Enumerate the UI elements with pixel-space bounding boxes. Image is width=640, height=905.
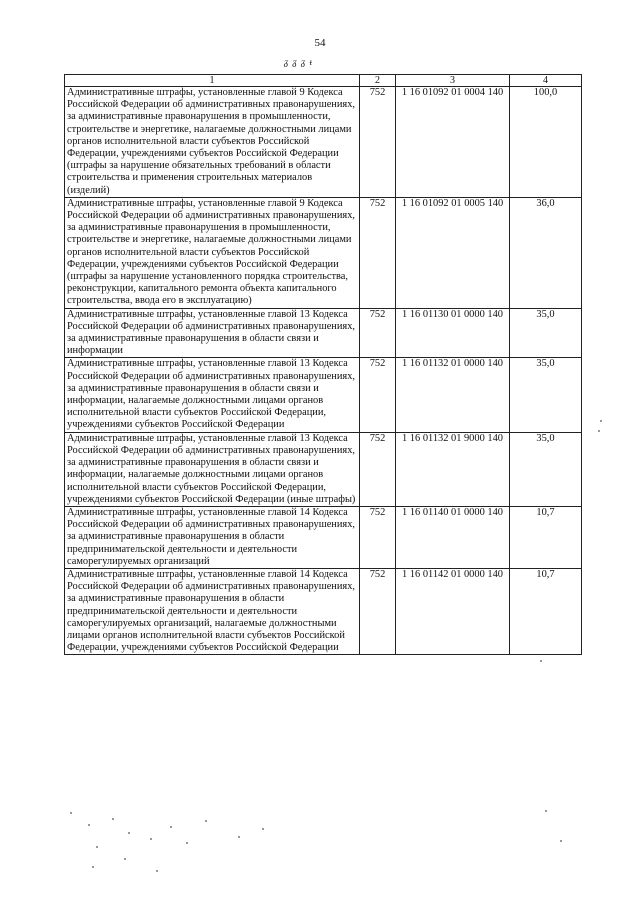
- row-amount: 10,7: [510, 506, 582, 568]
- row-budget-code: 1 16 01092 01 0004 140: [396, 87, 510, 198]
- table-row: [65, 308, 582, 358]
- row-description: Административные штрафы, установленные главой 9 Кодекса Российской Федерации об административных правонарушениях, за административные правонарушения в промышленности, строительстве и энергетике, налагаемые должностными лицами органов исполнительной власти субъектов Российской Федерации, учреждениями субъектов Российской Федерации (штрафы за нарушение установленного порядка строительства, реконструкции, капитального ремонта объекта капитального строительства, ввода его в эксплуатацию): [65, 197, 360, 308]
- row-description: Административные штрафы, установленные главой 13 Кодекса Российской Федерации об административных правонарушениях, за административные правонарушения в области связи и информации, налагаемые должностными лицами органов исполнительной власти субъектов Российской Федерации, учреждениями субъектов Российской Федерации: [65, 358, 360, 432]
- scan-speck: [238, 836, 240, 838]
- scan-speck: [92, 866, 94, 868]
- scan-speck: [70, 812, 72, 814]
- header-col-4: 4: [510, 75, 582, 87]
- row-budget-code: 1 16 01132 01 9000 140: [396, 432, 510, 506]
- row-amount: 100,0: [510, 87, 582, 198]
- row-description: Административные штрафы, установленные главой 9 Кодекса Российской Федерации об административных правонарушениях, за административные правонарушения в промышленности, строительстве и энергетике, налагаемые должностными лицами органов исполнительной власти субъектов Российской Федерации, учреждениями субъектов Российской Федерации (штрафы за нарушение обязательных требований в области строительства и применения строительных материалов (изделий): [65, 87, 360, 198]
- row-budget-code: 1 16 01130 01 0000 140: [396, 308, 510, 358]
- row-budget-code: 1 16 01142 01 0000 140: [396, 568, 510, 654]
- scan-speck: [124, 858, 126, 860]
- row-amount: 10,7: [510, 568, 582, 654]
- scan-speck: [112, 818, 114, 820]
- row-description: Административные штрафы, установленные главой 14 Кодекса Российской Федерации об административных правонарушениях, за административные правонарушения в области предпринимательской деятельности и деятельности саморегулируемых организаций: [65, 506, 360, 568]
- scan-speck: [128, 832, 130, 834]
- scan-speck: [205, 820, 207, 822]
- scan-speck: [545, 810, 547, 812]
- header-col-3: 3: [396, 75, 510, 87]
- table-row: [65, 432, 582, 506]
- table-row: [65, 358, 582, 432]
- row-admin-code: 752: [360, 197, 396, 308]
- row-budget-code: 1 16 01132 01 0000 140: [396, 358, 510, 432]
- table-row: [65, 568, 582, 654]
- row-budget-code: 1 16 01092 01 0005 140: [396, 197, 510, 308]
- table-row: [65, 197, 582, 308]
- row-admin-code: 752: [360, 432, 396, 506]
- scan-speck: [600, 420, 602, 422]
- scan-speck: [156, 870, 158, 872]
- row-admin-code: 752: [360, 506, 396, 568]
- row-description: Административные штрафы, установленные главой 14 Кодекса Российской Федерации об административных правонарушениях, за административные правонарушения в области предпринимательской деятельности и деятельности саморегулируемых организаций, налагаемые должностными лицами органов исполнительной власти субъектов Российской Федерации, учреждениями субъектов Российской Федерации: [65, 568, 360, 654]
- row-admin-code: 752: [360, 568, 396, 654]
- row-amount: 35,0: [510, 308, 582, 358]
- row-description: Административные штрафы, установленные главой 13 Кодекса Российской Федерации об административных правонарушениях, за административные правонарушения в области связи и информации: [65, 308, 360, 358]
- scan-speck: [262, 828, 264, 830]
- scan-speck: [540, 660, 542, 662]
- row-admin-code: 752: [360, 87, 396, 198]
- row-budget-code: 1 16 01140 01 0000 140: [396, 506, 510, 568]
- row-amount: 35,0: [510, 432, 582, 506]
- row-admin-code: 752: [360, 358, 396, 432]
- header-col-1: 1: [65, 75, 360, 87]
- scan-speck: [560, 840, 562, 842]
- page-number: 54: [314, 37, 326, 49]
- row-admin-code: 752: [360, 308, 396, 358]
- table-header-row: [65, 75, 582, 87]
- scan-speck: [150, 838, 152, 840]
- scan-speck: [186, 842, 188, 844]
- revenue-table: [64, 74, 582, 655]
- scan-speck: [598, 430, 600, 432]
- scan-speck: [96, 846, 98, 848]
- row-amount: 35,0: [510, 358, 582, 432]
- row-description: Административные штрафы, установленные главой 13 Кодекса Российской Федерации об административных правонарушениях, за административные правонарушения в области связи и информации, налагаемые должностными лицами органов исполнительной власти субъектов Российской Федерации, учреждениями субъектов Российской Федерации (иные штрафы): [65, 432, 360, 506]
- header-col-2: 2: [360, 75, 396, 87]
- table-row: [65, 87, 582, 198]
- scan-speck: [170, 826, 172, 828]
- table-row: [65, 506, 582, 568]
- row-amount: 36,0: [510, 197, 582, 308]
- scan-speck: [88, 824, 90, 826]
- handwritten-mark: ᵹ ᵹ ᵹ ᵼ: [284, 57, 313, 67]
